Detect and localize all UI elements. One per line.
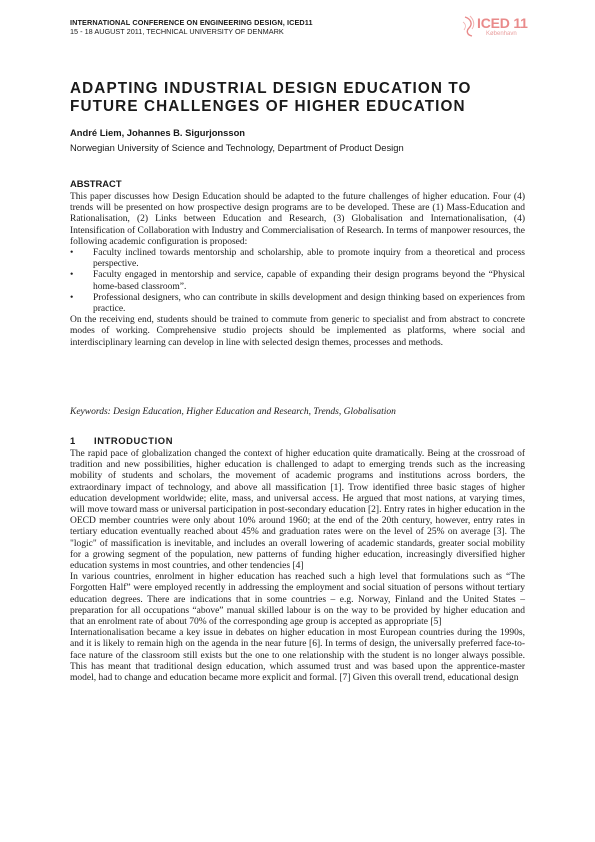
paragraph: Internationalisation became a key issue in debates on higher education in most European countries during the 1990s, and it is likely to remain high on the agenda in the near future [6]. In terms of design, the universally preferred face-to-face nature of the classroom still exists but the one to one relationship with the student is no longer always possible. This has meant that traditional design education, which assumed trust and was based upon the apprentice-master model, had to change and education became more explicit and formal. [7] Given this overall trend, educational design [70, 628, 525, 684]
logo-swirl-icon [461, 15, 477, 37]
section-heading-introduction [70, 435, 173, 447]
paragraph: The rapid pace of globalization changed the context of higher education quite dramatically. Being at the crossroad of tradition and new possibilities, higher education is challenged to adapt to emerging trends such as the increasing mobility of students and scholars, the movement of academic programs and institutions across borders, the extraordinary impact of technology, and above all massification [1]. Trow identified three basic stages of higher education development worldwide; elite, mass, and universal access. He argued that most nations, at varying times, will move toward mass or universal participation in post-secondary education [2]. Entry rates in higher education in the OECD member countries were only about 10% around 1960; at the end of the 20th century, however, entry rates in tertiary education eventually reached about 45% and graduation rates were on the level of 25% on average [3]. The "logic" of massification is inevitable, and includes an overall lowering of academic standards, greater social mobility for a growing segment of the population, new patterns of funding higher education, increasingly diversified higher education systems in most countries, and other tendencies [4] [70, 449, 525, 572]
abstract-closing: On the receiving end, students should be trained to commute from generic to specialist and from abstract to concrete modes of working. Comprehensive studio projects should be implemented as platforms, where social and interdisciplinary learning can develop in line with selected design themes, processes and methods. [70, 315, 525, 348]
introduction-body [70, 449, 525, 684]
logo-text: ICED 11 [477, 15, 528, 31]
section-title: INTRODUCTION [94, 435, 174, 446]
list-item [70, 293, 525, 315]
paper-title [70, 80, 540, 116]
author-list: André Liem, Johannes B. Sigurjonsson [70, 127, 246, 138]
list-item-text: Faculty inclined towards mentorship and scholarship, able to promote inquiry from a theoretical and process perspective. [93, 248, 525, 270]
title-line: ADAPTING INDUSTRIAL DESIGN EDUCATION TO [70, 80, 472, 97]
abstract-heading: ABSTRACT [70, 178, 122, 189]
abstract-bullet-list [70, 248, 525, 315]
paragraph: In various countries, enrolment in higher education has reached such a high level that formulations such as “The Forgotten Half” were employed recently in addressing the employment and social situation of persons without tertiary education degrees. There are indications that in some countries – e.g. Norway, Finland and the United States – preparation for all occupations “above” manual skilled labour is on the way to be provided by higher education and that an enrolment rate of about 70% of the corresponding age group is accepted as appropriate [5] [70, 572, 525, 628]
list-item-text: Professional designers, who can contribute in skills development and design thinking based on experiences from practice. [93, 292, 525, 315]
conference-name: INTERNATIONAL CONFERENCE ON ENGINEERING DESIGN, ICED11 [70, 18, 313, 27]
list-item [70, 248, 525, 270]
bullet-icon: • [70, 248, 74, 259]
affiliation: Norwegian University of Science and Technology, Department of Product Design [70, 142, 404, 153]
section-number: 1 [70, 435, 76, 446]
keywords-line: Keywords: Design Education, Higher Education and Research, Trends, Globalisation [70, 407, 396, 417]
bullet-icon: • [70, 270, 74, 281]
iced-logo [461, 15, 531, 45]
abstract-intro: This paper discusses how Design Education should be adapted to the future challenges of higher education. Four (4) trends will be presented on how prospective design programs are to be developed. These are (1) Mass-Education and Rationalisation, (2) Links between Education and Research, (3) Globalisation and Internationalisation, (4) Intensification of Collaboration with Industry and Commercialisation of Research. In terms of manpower resources, the following academic configuration is proposed: [70, 192, 525, 247]
abstract-body [70, 192, 525, 349]
title-line: FUTURE CHALLENGES OF HIGHER EDUCATION [70, 98, 466, 115]
bullet-icon: • [70, 292, 74, 303]
conference-dates: 15 - 18 AUGUST 2011, TECHNICAL UNIVERSITY OF DENMARK [70, 27, 284, 36]
list-item [70, 270, 525, 292]
list-item-text: Faculty engaged in mentorship and service, capable of expanding their design programs beyond the “Physical home-based classroom”. [93, 270, 525, 292]
logo-subtext: København [486, 31, 517, 37]
